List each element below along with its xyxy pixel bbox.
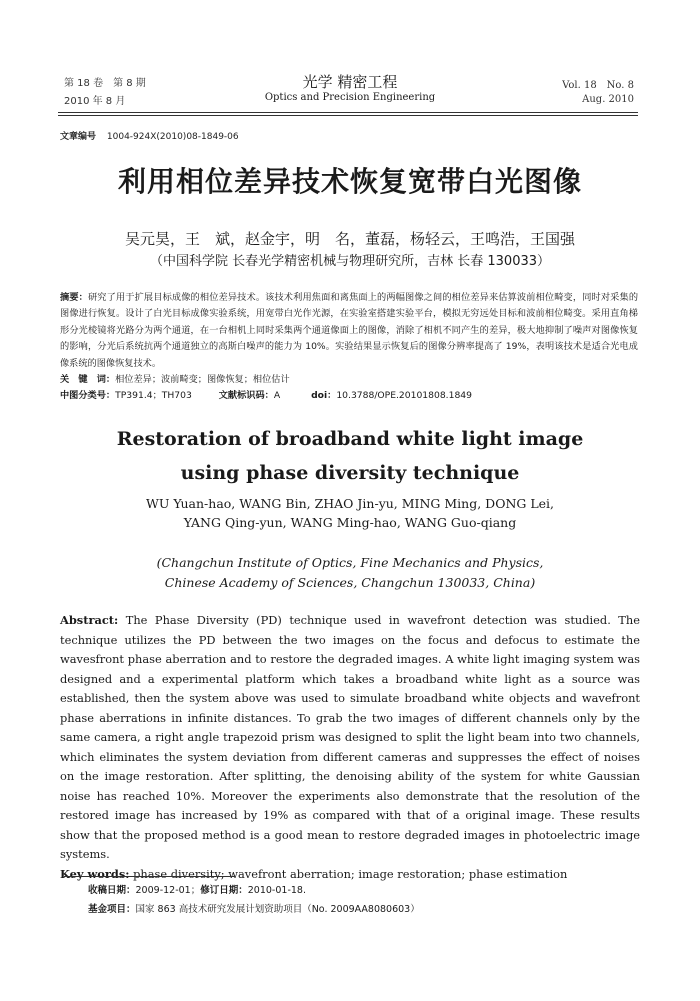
- journal-title-cn: 光学 精密工程: [302, 73, 398, 91]
- header-rule-2: [58, 115, 638, 116]
- article-id-value: 1004-924X(2010)08-1849-06: [106, 132, 239, 142]
- authors-en: [0, 494, 700, 532]
- article-id-label: 文章编号: [60, 132, 97, 142]
- classification-line: [60, 388, 638, 404]
- abstract-en-text: The Phase Diversity (PD) technique used in wavefront detection was studied. The technique utilizes the PD between the two images on the focus and defocus to estimate the wavesfront phase aberration and to restore the degraded images. A white light imaging system was designed and a experimental platform which takes a broadband white light as a source was established, then the system above was used to simulate broadband white objects and wavefront phase aberrations in infinite distances. To grab the two images of different channels only by the same camera, a right angle trapezoid prism was designed to split the light beam into two channels, which eliminates the system deviation from different cameras and suppresses the effect of noises on the image restoration. After splitting, the denoising ability of the system for white Gaussian noise has reached 10%. Moreover the experiments also demonstrate that the resolution of the restored image has increased by 19% as compared with that of a original image. These results show that the proposed method is a good mean to restore degraded images in photoelectric image systems.: [60, 613, 640, 861]
- footnote-rule: [64, 876, 234, 877]
- abstract-cn-body: [60, 290, 638, 372]
- header-rule: [58, 112, 638, 113]
- title-en-line2: using phase diversity technique: [180, 462, 520, 484]
- clc-value: TP391.4；TH703: [115, 390, 192, 402]
- footnote-dates: [88, 882, 306, 900]
- revised-value: 2010-01-18.: [247, 885, 306, 896]
- abstract-en: [60, 611, 640, 884]
- article-id: [60, 129, 239, 142]
- fund-label: 基金项目：: [88, 904, 136, 915]
- authors-cn: 吴元昊，王 斌，赵金宇，明 名，董磊，杨轻云，王鸣浩，王国强: [124, 230, 575, 248]
- affiliation-en-line1: (Changchun Institute of Optics, Fine Mechanics and Physics,: [156, 555, 544, 570]
- authors-en-line2: YANG Qing-yun, WANG Ming-hao, WANG Guo-qiang: [183, 515, 517, 530]
- affiliation-cn: （中国科学院 长春光学精密机械与物理研究所，吉林 长春 130033）: [149, 254, 551, 269]
- date-cn: 2010 年 8 月: [64, 96, 126, 107]
- title-en-line1: Restoration of broadband white light image: [116, 428, 584, 450]
- authors-en-line1: WU Yuan-hao, WANG Bin, ZHAO Jin-yu, MING Ming, DONG Lei,: [145, 496, 555, 511]
- affiliation-en-line2: Chinese Academy of Sciences, Changchun 130033, China): [164, 575, 536, 590]
- title-en: [0, 422, 700, 490]
- received-value: 2009-12-01；: [135, 885, 201, 896]
- received-label: 收稿日期：: [88, 885, 136, 896]
- keywords-cn: [60, 372, 638, 388]
- keywords-cn-label: 关 键 词：: [60, 374, 116, 386]
- revised-label: 修订日期：: [200, 885, 248, 896]
- title-cn: 利用相位差异技术恢复宽带白光图像: [117, 165, 582, 198]
- doc-code-value: A: [273, 390, 281, 402]
- keywords-en-label: Key words:: [60, 866, 130, 881]
- fund-value: 国家 863 高技术研究发展计划资助项目（No. 2009AA8080603）: [135, 904, 420, 915]
- doi-label: doi：: [311, 390, 337, 402]
- clc-label: 中图分类号：: [60, 390, 116, 402]
- keywords-cn-text: 相位差异；波前畸变；图像恢复；相位估计: [115, 374, 290, 386]
- abstract-cn-label: 摘要：: [60, 292, 88, 303]
- abstract-cn: [60, 290, 638, 405]
- doi-value: 10.3788/OPE.20101808.1849: [336, 390, 472, 402]
- footnote-fund: [88, 901, 420, 919]
- date-en: Aug. 2010: [582, 94, 634, 105]
- abstract-en-label: Abstract:: [60, 613, 119, 627]
- keywords-en-text: phase diversity; wavefront aberration; image restoration; phase estimation: [133, 866, 568, 881]
- abstract-en-body: [60, 611, 640, 865]
- volume-issue-en: Vol. 18 No. 8: [562, 80, 634, 91]
- journal-title-en: Optics and Precision Engineering: [264, 92, 436, 103]
- abstract-cn-text: 研究了用于扩展目标成像的相位差异技术。该技术利用焦面和离焦面上的两幅图像之间的相位差异来估算波前相位畸变，同时对采集的图像进行恢复。设计了白光目标成像实验系统，用宽带白光作光源，在实验室搭建实验平台，模拟无穷远处目标和波前相位畸变。采用直角梯形分光棱镜将光路分为两个通道，在一台相机上同时采集两个通道像面上的图像，消除了相机不同产生的差异，极大地抑制了噪声对图像恢复的影响，分光后系统抗两个通道独立的高斯白噪声的能力为 10%。实验结果显示恢复后的图像分辨率提高了 19%，表明该技术是适合光电成像系统的图像恢复技术。: [60, 292, 639, 369]
- volume-issue-cn: 第 18 卷 第 8 期: [64, 78, 146, 89]
- doc-code-label: 文献标识码：: [218, 390, 274, 402]
- affiliation-en: [0, 553, 700, 593]
